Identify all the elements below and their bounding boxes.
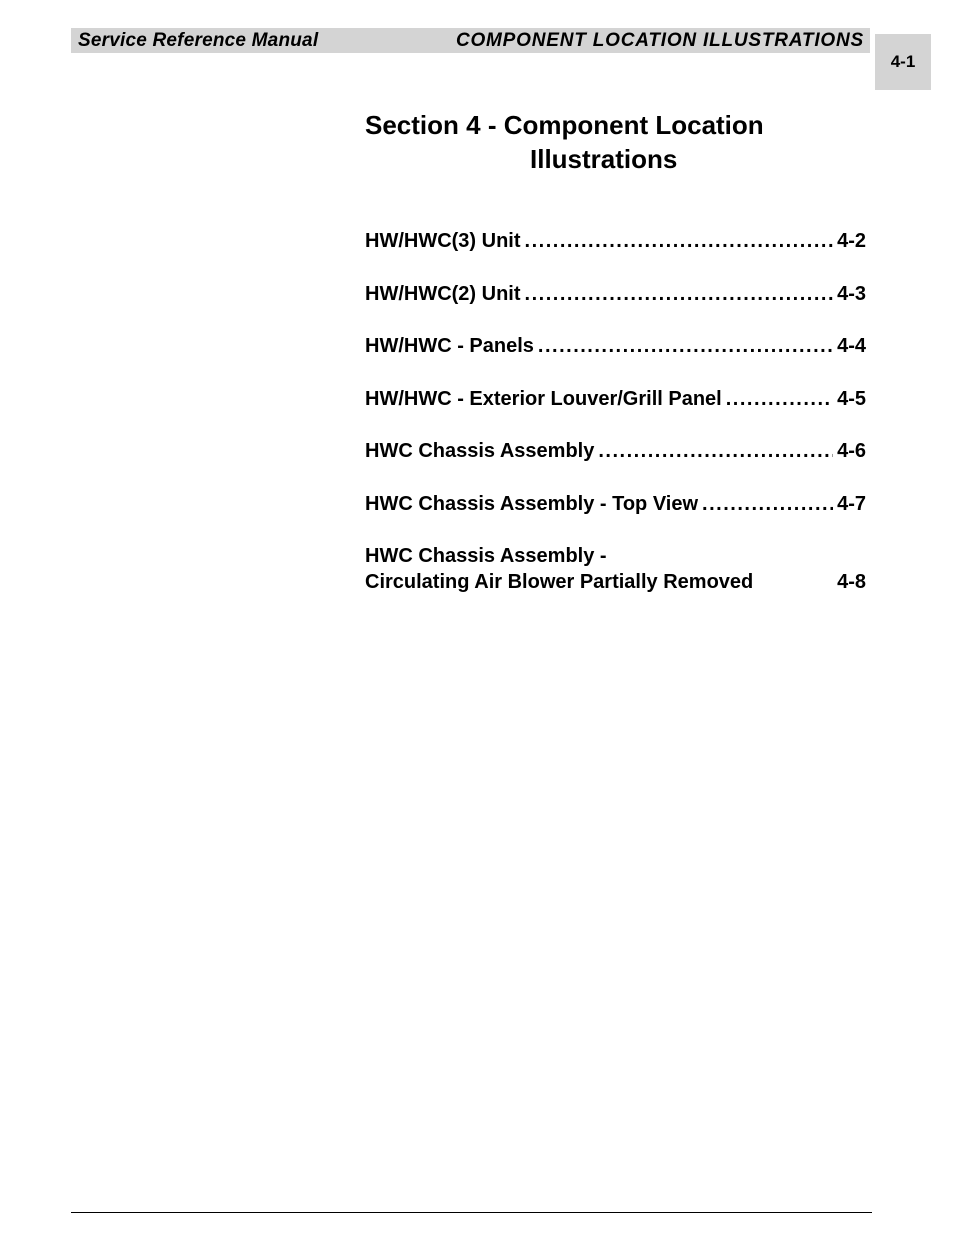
toc-entry-page: 4-7 bbox=[837, 492, 866, 515]
toc-entry[interactable] bbox=[365, 333, 866, 359]
toc-entry-page: 4-8 bbox=[837, 571, 866, 593]
toc-entry[interactable] bbox=[365, 438, 866, 464]
toc-entry-title-line1: HWC Chassis Assembly - bbox=[365, 545, 607, 567]
toc-entry-title: HW/HWC(2) Unit bbox=[365, 282, 521, 305]
toc-entry[interactable] bbox=[365, 228, 866, 254]
toc-leader-dots bbox=[525, 281, 834, 307]
toc-entry-page: 4-3 bbox=[837, 282, 866, 305]
toc-leader-dots bbox=[525, 228, 834, 254]
page-title-line2: Illustrations bbox=[530, 144, 678, 174]
toc-entry[interactable] bbox=[365, 491, 866, 517]
page-title bbox=[365, 108, 865, 176]
toc-leader-dots bbox=[726, 386, 833, 412]
toc-entry-title: HWC Chassis Assembly bbox=[365, 440, 595, 462]
toc-leader-dots bbox=[702, 491, 833, 517]
manual-title: Service Reference Manual bbox=[78, 29, 319, 51]
toc-entry-page: 4-2 bbox=[837, 230, 866, 252]
toc-entry[interactable] bbox=[365, 281, 866, 307]
table-of-contents bbox=[365, 228, 866, 622]
toc-entry[interactable] bbox=[365, 543, 866, 595]
toc-entry-page: 4-4 bbox=[837, 335, 866, 357]
toc-entry-title-line2: Circulating Air Blower Partially Removed bbox=[365, 571, 754, 593]
page-number-tab bbox=[875, 34, 931, 90]
toc-entry-row2 bbox=[365, 569, 866, 595]
page-title-line1: Section 4 - Component Location bbox=[365, 110, 764, 140]
toc-entry-title: HW/HWC - Exterior Louver/Grill Panel bbox=[365, 387, 722, 410]
toc-entry-title: HW/HWC - Panels bbox=[365, 335, 534, 357]
toc-entry-page: 4-5 bbox=[837, 387, 866, 410]
header-section-title: COMPONENT LOCATION ILLUSTRATIONS bbox=[455, 29, 864, 51]
page-number: 4-1 bbox=[890, 52, 916, 71]
toc-entry-title: HWC Chassis Assembly - Top View bbox=[365, 492, 699, 515]
toc-entry-page: 4-6 bbox=[837, 440, 866, 462]
toc-leader-dots bbox=[538, 333, 833, 359]
toc-entry[interactable] bbox=[365, 386, 866, 412]
toc-entry-title: HW/HWC(3) Unit bbox=[365, 230, 521, 252]
footer-rule bbox=[71, 1212, 872, 1213]
running-header bbox=[71, 28, 870, 53]
toc-leader-dots bbox=[598, 438, 833, 464]
